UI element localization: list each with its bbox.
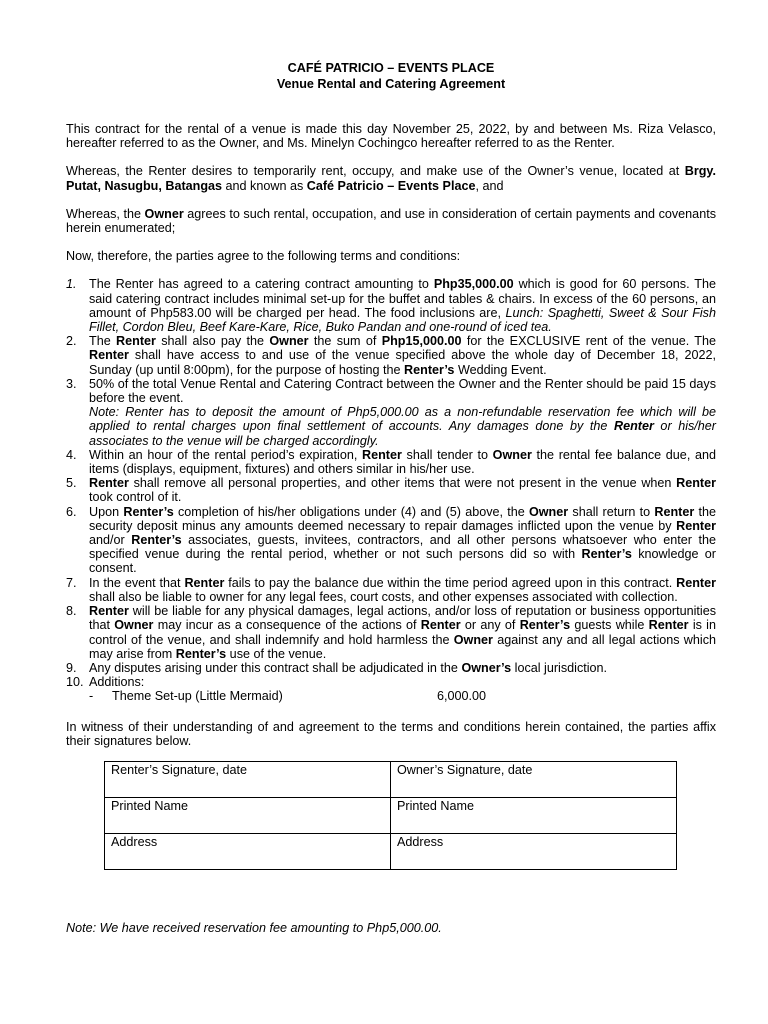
term-1: 1. The Renter has agreed to a catering contract amounting to Php35,000.00 which is good for 60 persons. The said catering contract includes minimal set-up for the buffet and tables & chairs. In excess of the 60 persons, an amount of Php583.00 will be charged per head. The food inclusions are, Lunch: Spaghetti, Sweet & Sour Fish Fillet, Cordon Bleu, Beef Kare-Kare, Rice, Buko Pandan and one-round of iced tea. (66, 277, 716, 335)
document-title: CAFÉ PATRICIO – EVENTS PLACE (287, 61, 495, 75)
term-10: 10. Additions: - Theme Set-up (Little Mermaid) 6,000.00 (66, 675, 716, 703)
term-4: 4. Within an hour of the rental period’s expiration, Renter shall tender to Owner the rental fee balance due, and items (displays, equipment, fixtures) and others similar in his/her use. (66, 447, 716, 477)
term-6: 6. Upon Renter’s completion of his/her obligations under (4) and (5) above, the Owner shall return to Renter the security deposit minus any amounts deemed necessary to repair damages inflicted upon the venue by Renter and/or Renter’s associates, guests, invitees, contractors, and all other persons whatsoever who enter the specified venue during the rental period, whether or not such persons did so with Renter’s knowledge or consent. (66, 504, 717, 576)
renter-signature-cell: Renter’s Signature, date (105, 761, 391, 797)
term-7: 7. In the event that Renter fails to pay the balance due within the time period agreed upon in this contract. Renter shall also be liable to owner for any legal fees, court costs, and other expenses associated with collection. (66, 575, 716, 604)
document-subtitle: Venue Rental and Catering Agreement (276, 77, 506, 91)
intro-paragraph-1: This contract for the rental of a venue is made this day November 25, 2022, by and between Ms. Riza Velasco, hereafter referred to as the Owner, and Ms. Minelyn Cochingco hereafter referred to as the Renter. (66, 122, 716, 151)
addition-item-label: Theme Set-up (Little Mermaid) (112, 689, 283, 704)
addition-item-amount: 6,000.00 (437, 689, 487, 704)
renter-address-cell: Address (105, 833, 391, 869)
signature-table (104, 761, 677, 870)
term-9: 9. Any disputes arising under this contract shall be adjudicated in the Owner’s local jurisdiction. (66, 660, 608, 675)
term-2: 2. The Renter shall also pay the Owner the sum of Php15,000.00 for the EXCLUSIVE rent of the venue. The Renter shall have access to and use of the venue specified above the whole day of December 18, 2022, Sunday (up until 8:00pm), for the purpose of hosting the Renter’s Wedding Event. (66, 334, 716, 377)
renter-printed-name-cell: Printed Name (105, 797, 391, 833)
document-body (66, 60, 716, 870)
intro-paragraph-3: Whereas, the Owner agrees to such rental, occupation, and use in consideration of certain payments and covenants herein enumerated; (66, 206, 716, 236)
term-8: 8. Renter will be liable for any physical damages, legal actions, and/or loss of reputation or business opportunities that Owner may incur as a consequence of the actions of Renter or any of Renter’s guests while Renter is in control of the venue, and shall indemnify and hold harmless the Owner against any and all legal actions which may arise from Renter’s use of the venue. (66, 604, 717, 661)
address-row (105, 833, 677, 869)
intro-paragraph-4: Now, therefore, the parties agree to the following terms and conditions: (66, 249, 461, 264)
addition-item: - Theme Set-up (Little Mermaid) 6,000.00 (89, 689, 487, 704)
owner-address-cell: Address (391, 833, 677, 869)
terms-list (66, 277, 716, 703)
term-5: 5. Renter shall remove all personal properties, and other items that were not present in the venue when Renter took control of it. (66, 476, 716, 505)
witness-paragraph: In witness of their understanding of and agreement to the terms and conditions herein contained, the parties affix their signatures below. (66, 719, 716, 748)
printed-name-row (105, 797, 677, 833)
term-3: 3. 50% of the total Venue Rental and Catering Contract between the Owner and the Renter should be paid 15 days before the event. Note: Renter has to deposit the amount of Php5,000.00 as a non-refundable reservation fee which will be applied to rental charges upon final settlement of accounts. Any damages done by the Renter or his/her associates to the venue will be charged accordingly. (66, 376, 717, 448)
reservation-fee-note: Note: We have received reservation fee amounting to Php5,000.00. (66, 921, 442, 935)
owner-printed-name-cell: Printed Name (391, 797, 677, 833)
intro-paragraph-2: Whereas, the Renter desires to temporarily rent, occupy, and make use of the Owner’s venue, located at Brgy. Putat, Nasugbu, Batangas and known as Café Patricio – Events Place, and (66, 164, 716, 193)
owner-signature-cell: Owner’s Signature, date (391, 761, 677, 797)
signature-row (105, 761, 677, 797)
term-3-note: Note: Renter has to deposit the amount of Php5,000.00 as a non-refundable reservation fee which will be applied to rental charges upon final settlement of accounts. Any damages done by the Renter or his/her associates to the venue will be charged accordingly. (89, 405, 717, 448)
